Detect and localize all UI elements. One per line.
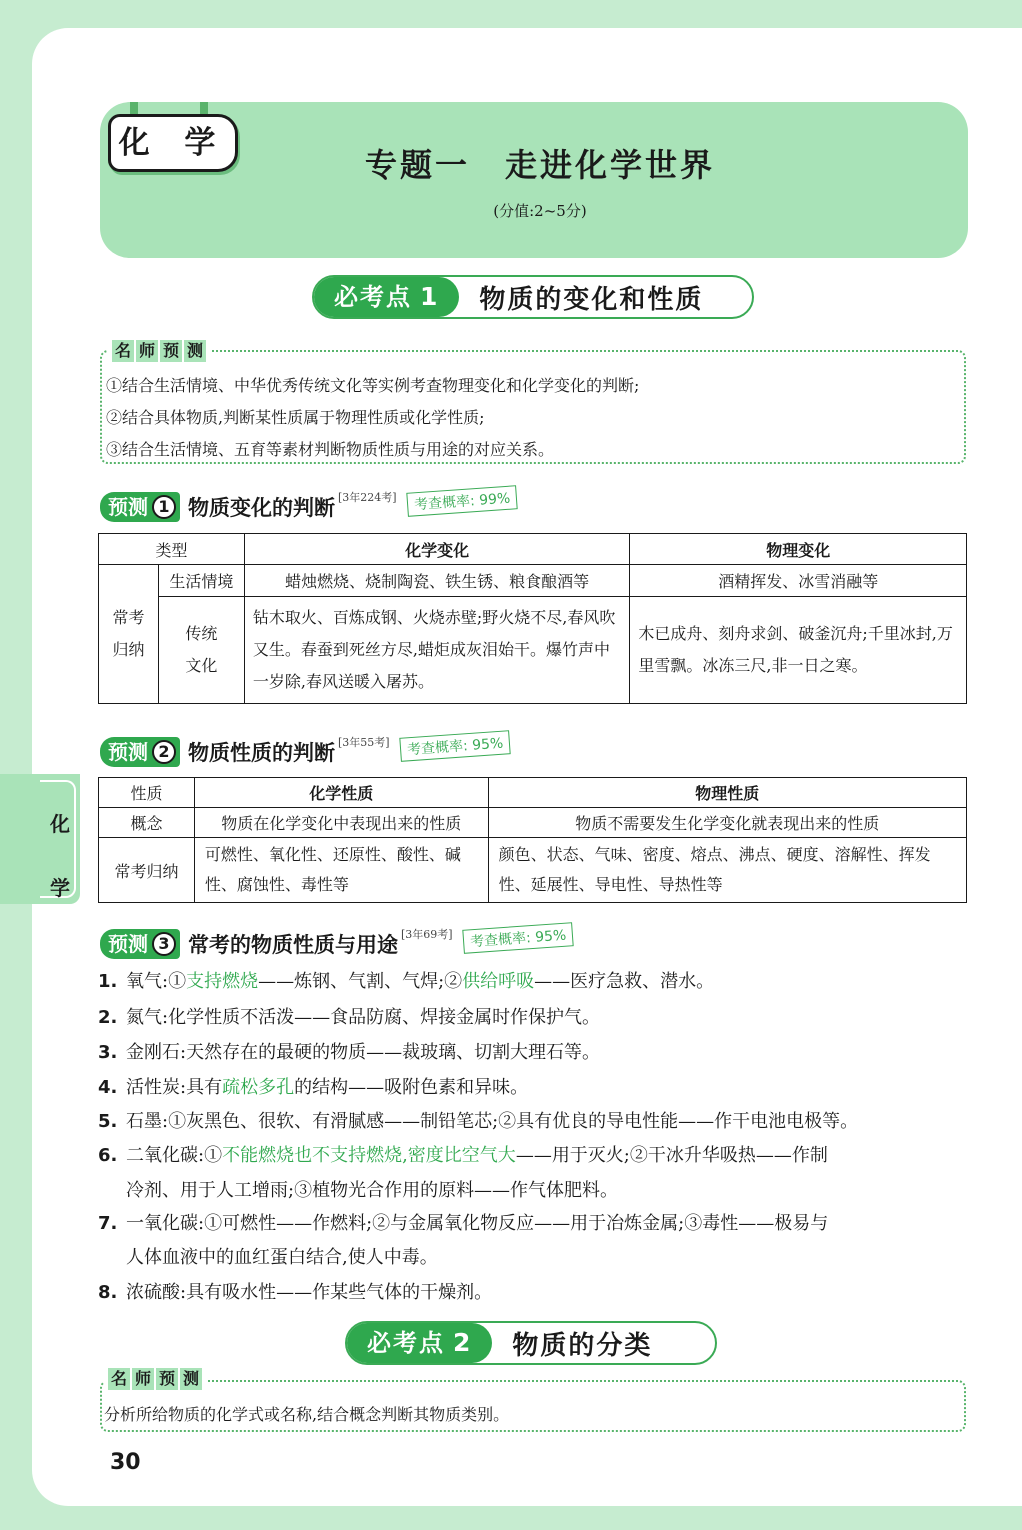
teacher-prediction-label: 名 师 预 测 [108, 340, 210, 362]
exam-frequency: [3年224考] [338, 491, 397, 504]
table-header: 物理性质 [488, 778, 966, 808]
exam-frequency: [3年55考] [338, 736, 390, 749]
list-item: 5. 石墨:①灰黑色、很软、有滑腻感——制铅笔芯;②具有优良的导电性能——作干电池电极等。 [98, 1111, 859, 1132]
prediction-title: 物质变化的判断 [188, 496, 335, 520]
table-header: 性质 [99, 778, 195, 808]
prediction-title: 常考的物质性质与用途 [188, 933, 398, 957]
page-number: 30 [110, 1450, 141, 1475]
change-table [98, 533, 967, 704]
prediction-badge: 预测 3 [100, 929, 180, 959]
table-cell: 物质不需要发生化学变化就表现出来的性质 [488, 808, 966, 838]
row-label: 概念 [99, 808, 195, 838]
prediction-heading-3 [100, 929, 573, 959]
section-heading-1 [312, 275, 754, 319]
table-header: 类型 [99, 534, 245, 565]
probability-stamp: 考查概率: 95% [462, 922, 574, 954]
side-tab-char: 化 [50, 812, 70, 836]
page-title: 专题一 走进化学世界 [364, 146, 715, 184]
table-cell: 木已成舟、刻舟求剑、破釜沉舟;千里冰封,万里雪飘。冰冻三尺,非一日之寒。 [630, 597, 967, 704]
table-cell: 可燃性、氧化性、还原性、酸性、碱性、腐蚀性、毒性等 [194, 838, 488, 903]
list-item-continued: 人体血液中的血红蛋白结合,使人中毒。 [126, 1247, 438, 1268]
property-table [98, 777, 967, 903]
table-header: 化学性质 [194, 778, 488, 808]
table-header: 化学变化 [244, 534, 630, 565]
prediction-heading-1 [100, 492, 517, 522]
table-header: 物理变化 [630, 534, 967, 565]
section-name: 物质的分类 [512, 1330, 653, 1361]
list-item: 3. 金刚石:天然存在的最硬的物质——裁玻璃、切割大理石等。 [98, 1042, 601, 1063]
side-tab-char: 学 [50, 876, 70, 900]
prediction-badge: 预测 2 [100, 737, 180, 767]
teacher-prediction-line: 分析所给物质的化学式或名称,结合概念判断其物质类别。 [104, 1405, 510, 1424]
table-cell: 颜色、状态、气味、密度、熔点、沸点、硬度、溶解性、挥发性、延展性、导电性、导热性等 [488, 838, 966, 903]
list-item-continued: 冷剂、用于人工增雨;③植物光合作用的原料——作气体肥料。 [126, 1180, 619, 1201]
section-tag: 必考点 1 [314, 277, 459, 317]
teacher-prediction-label: 名 师 预 测 [104, 1368, 206, 1390]
section-heading-2 [345, 1321, 717, 1365]
row-group-label: 常考归纳 [99, 565, 159, 704]
list-item: 1. 氧气:①支持燃烧——炼钢、气割、气焊;②供给呼吸——医疗急救、潜水。 [98, 971, 715, 992]
list-item: 6. 二氧化碳:①不能燃烧也不支持燃烧,密度比空气大——用于灭火;②干冰升华吸热——作制 [98, 1145, 828, 1166]
probability-stamp: 考查概率: 95% [399, 730, 511, 762]
table-cell: 物质在化学变化中表现出来的性质 [194, 808, 488, 838]
subject-label: 化 学 [108, 114, 238, 172]
prediction-heading-2 [100, 737, 510, 767]
row-label: 常考归纳 [99, 838, 195, 903]
list-item: 7. 一氧化碳:①可燃性——作燃料;②与金属氧化物反应——用于冶炼金属;③毒性——极易与 [98, 1213, 829, 1234]
section-name: 物质的变化和性质 [479, 284, 704, 315]
prediction-badge: 预测 1 [100, 492, 180, 522]
teacher-prediction-line: ②结合具体物质,判断某性质属于物理性质或化学性质; [106, 408, 485, 427]
prediction-title: 物质性质的判断 [188, 741, 335, 765]
row-label: 传统文化 [158, 597, 244, 704]
table-cell: 钻木取火、百炼成钢、火烧赤壁;野火烧不尽,春风吹又生。春蚕到死丝方尽,蜡炬成灰泪始干。爆竹声中一岁除,春风送暖入屠苏。 [244, 597, 630, 704]
section-tag: 必考点 2 [347, 1323, 492, 1363]
list-item: 2. 氮气:化学性质不活泼——食品防腐、焊接金属时作保护气。 [98, 1007, 601, 1028]
probability-stamp: 考查概率: 99% [406, 485, 518, 517]
list-item: 8. 浓硫酸:具有吸水性——作某些气体的干燥剂。 [98, 1282, 493, 1303]
teacher-prediction-line: ①结合生活情境、中华优秀传统文化等实例考查物理变化和化学变化的判断; [106, 376, 640, 395]
table-cell: 蜡烛燃烧、烧制陶瓷、铁生锈、粮食酿酒等 [244, 565, 630, 597]
table-cell: 酒精挥发、冰雪消融等 [630, 565, 967, 597]
teacher-prediction-line: ③结合生活情境、五育等素材判断物质性质与用途的对应关系。 [106, 440, 555, 459]
exam-frequency: [3年69考] [401, 928, 453, 941]
row-label: 生活情境 [158, 565, 244, 597]
score-range: (分值:2~5分) [493, 202, 587, 220]
list-item: 4. 活性炭:具有疏松多孔的结构——吸附色素和异味。 [98, 1077, 529, 1098]
